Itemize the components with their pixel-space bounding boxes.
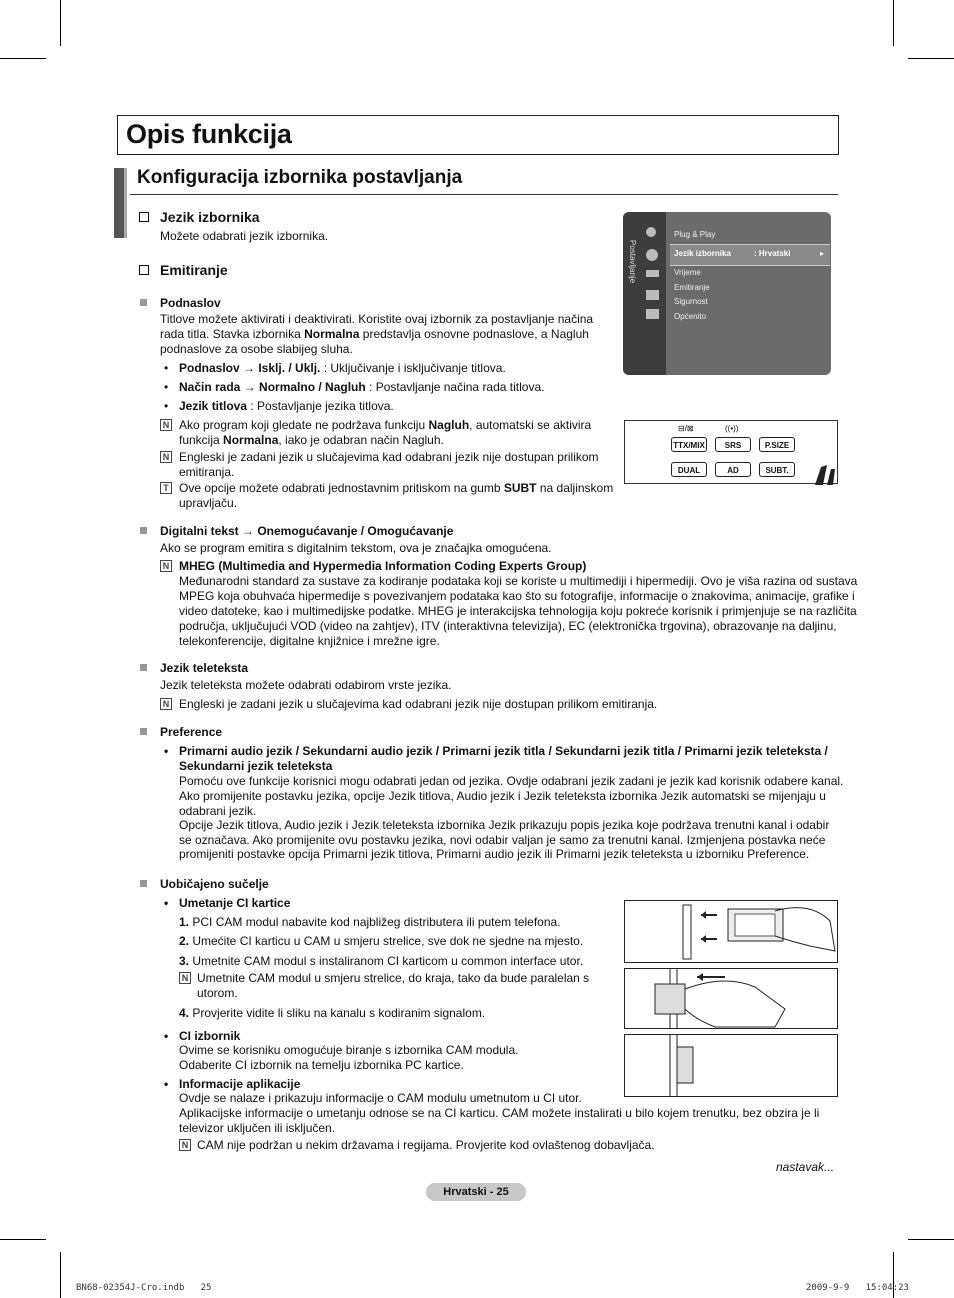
preference-heading: Preference xyxy=(160,725,223,739)
print-info-left: BN68-02354J-Cro.indb 25 xyxy=(76,1283,212,1293)
cam-slot-illustration xyxy=(625,1035,837,1096)
note-icon: N xyxy=(179,1139,191,1151)
cam-insert-image xyxy=(624,968,838,1029)
sucelje-heading: Uobičajeno sučelje xyxy=(160,877,269,891)
picture-icon xyxy=(646,227,656,237)
note-icon: N xyxy=(160,560,172,572)
note-text: Ove opcije možete odabrati jednostavnim pritiskom na gumb SUBT na daljinskom xyxy=(179,481,614,495)
square-bullet xyxy=(140,664,147,671)
ttx-icon: ⊟/⊠ xyxy=(678,424,694,433)
note-icon: N xyxy=(160,419,172,431)
list-item: • Umetanje CI kartice xyxy=(179,896,290,911)
section-divider xyxy=(130,194,838,195)
menu-item[interactable]: Općenito xyxy=(674,312,707,321)
square-bullet xyxy=(140,880,147,887)
srs-icon: ((•)) xyxy=(725,424,739,433)
preference-text: odabrani jezik. xyxy=(179,804,257,818)
jezik-heading: Jezik izbornika xyxy=(160,209,260,225)
ci-card-illustration xyxy=(625,901,837,962)
list-item: • CI izbornik xyxy=(179,1029,240,1044)
menu-item[interactable]: Vrijeme xyxy=(674,268,701,277)
note-text: funkcija Normalna, iako je odabran način Nagluh. xyxy=(179,433,444,447)
menu-item-selected[interactable]: Jezik izbornika xyxy=(674,249,731,258)
digitalni-text: Ako se program emitira s digitalnim tekstom, ova je značajka omogućena. xyxy=(160,541,552,555)
note-icon: N xyxy=(179,972,191,984)
continued-label: nastavak... xyxy=(776,1160,835,1174)
list-item: • Jezik titlova : Postavljanje jezika titlova. xyxy=(179,399,394,414)
square-bullet xyxy=(140,299,147,306)
remote-button[interactable]: DUAL xyxy=(671,462,707,477)
square-bullet xyxy=(140,527,147,534)
info-text: televizor uključen ili isključen. xyxy=(179,1121,336,1135)
note-text: Ako program koji gledate ne podržava funkciju Nagluh, automatski se aktivira xyxy=(179,418,592,432)
cam-module-illustration xyxy=(625,969,837,1028)
menu-selected-value: : Hrvatski xyxy=(754,249,791,258)
remote-button[interactable]: AD xyxy=(715,462,751,477)
print-info-right: 2009-9-9 15:04:23 xyxy=(806,1283,909,1293)
note-text: Umetnite CAM modul u smjeru strelice, do kraja, tako da bude paralelan s xyxy=(197,971,590,985)
checkbox-bullet xyxy=(139,212,149,222)
list-item: • Podnaslov → Isklj. / Uklj. : Uključivanje i isključivanje titlova. xyxy=(179,361,506,376)
page-title: Opis funkcija xyxy=(126,119,292,149)
section-title: Konfiguracija izbornika postavljanja xyxy=(137,167,463,188)
finger-icon xyxy=(811,463,837,485)
ci-text: Odaberite CI izbornik na temelju izbornika PC kartice. xyxy=(179,1058,464,1072)
sound-icon xyxy=(646,270,659,277)
note-text: CAM nije podržan u nekim državama i regijama. Provjerite kod ovlaštenog dobavljača. xyxy=(197,1138,655,1152)
remote-button[interactable]: P.SIZE xyxy=(759,437,795,452)
digitalni-heading: Digitalni tekst → Onemogućavanje / Omogućavanje xyxy=(160,524,454,538)
page-title-box xyxy=(117,115,839,155)
mheg-text: telekonferencije, digitalne knjižnice i mrežne igre. xyxy=(179,634,440,648)
podnaslov-heading: Podnaslov xyxy=(160,296,221,310)
remote-button[interactable]: TTX/MIX xyxy=(671,437,707,452)
step-item: 1. PCI CAM modul nabavite kod najbližeg distributera ili putem telefona. xyxy=(179,915,561,929)
list-item: • Informacije aplikacije xyxy=(179,1077,300,1092)
square-bullet xyxy=(140,728,147,735)
mheg-text: područja, uključujući VOD (video na zahtjev), ITV (interaktivna televizija), EC (elektronička trgovina), obrazovanje na daljinu, xyxy=(179,619,837,633)
teletekst-text: Jezik teleteksta možete odabrati odabirom vrste jezika. xyxy=(160,678,452,692)
remote-button-subt[interactable]: SUBT. xyxy=(759,462,795,477)
section-bar-accent xyxy=(124,168,127,238)
step-item: 4. Provjerite vidite li sliku na kanalu s kodiranim signalom. xyxy=(179,1006,486,1020)
preference-text: Opcije Jezik titlova, Audio jezik i Jezik teleteksta izbornika Jezik prikazuju popis jezika koje podržava trenutni kanal i odabir xyxy=(179,818,830,832)
ci-text: Ovime se korisniku omogućuje biranje s izbornika CAM modula. xyxy=(179,1043,519,1057)
podnaslov-text: rada titla. Stavka izbornika Normalna predstavlja osnovne podnaslove, a Nagluh xyxy=(160,327,589,341)
menu-item[interactable]: Emitiranje xyxy=(674,283,710,292)
menu-item[interactable]: Sigurnost xyxy=(674,297,708,306)
note-text: Engleski je zadani jezik u slučajevima kad odabrani jezik nije dostupan prilikom xyxy=(179,450,599,464)
podnaslov-text: podnaslove za osobe slabijeg sluha. xyxy=(160,342,353,356)
page-number-badge: Hrvatski - 25 xyxy=(426,1183,526,1201)
note-text: upravljaču. xyxy=(179,496,238,510)
mheg-title: MHEG (Multimedia and Hypermedia Information Coding Experts Group) xyxy=(179,559,587,573)
preference-text: Ako promijenite postavku jezika, opcije Jezik titlova, Audio jezik i Jezik teleteksta izbornika Jezik automatski se mijenjaju u xyxy=(179,789,826,803)
setup-menu-image xyxy=(623,212,831,375)
preference-text: Pomoću ove funkcije korisnici mogu odabrati jedan od jezika. Ovdje odabrani jezik zadani je jezik kad korisnik odabere kanal. xyxy=(179,774,844,788)
note-icon: N xyxy=(160,698,172,710)
mheg-text: MPEG koja obuhvaća hipermedije s povezivanjem podataka kao što su fotografije, informacije o znakovima, animacije, grafike i xyxy=(179,589,855,603)
emitiranje-heading: Emitiranje xyxy=(160,262,228,278)
menu-side-label: Postavljanje xyxy=(628,240,637,284)
step-item: 2. Umećite CI karticu u CAM u smjeru strelice, sve dok ne sjedne na mjesto. xyxy=(179,934,584,948)
remote-button[interactable]: SRS xyxy=(715,437,751,452)
section-bar xyxy=(114,168,124,238)
note-text: utorom. xyxy=(197,986,238,1000)
menu-sidebar xyxy=(623,212,666,375)
input-icon xyxy=(646,290,659,300)
menu-arrow-icon: ▸ xyxy=(820,249,825,258)
mheg-text: Međunarodni standard za sustave za kodiranje podataka koji se koriste u multimediji i hipermediji. Ovo je viša razina od sustava xyxy=(179,574,858,588)
application-icon xyxy=(646,309,659,319)
preference-text: promijeniti postavke opcija Primarni jezik titlova, Primarni audio jezik ili Primarni jezik teleteksta u izborniku Preference. xyxy=(179,847,810,861)
info-text: Aplikacijske informacije o umetanju odnose se na CI karticu. CAM možete instalirati u bilo kojem trenutku, bez obzira je li xyxy=(179,1106,820,1120)
list-item: Sekundarni jezik teleteksta xyxy=(179,759,333,773)
list-item: • Način rada → Normalno / Nagluh : Postavljanje načina rada titlova. xyxy=(179,380,544,395)
list-item: • Primarni audio jezik / Sekundarni audio jezik / Primarni jezik titla / Sekundarni jezik titla / Primarni jezik teleteksta / xyxy=(179,744,828,759)
checkbox-bullet xyxy=(139,265,149,275)
cam-inserted-image xyxy=(624,1034,838,1097)
ci-card-insert-image xyxy=(624,900,838,963)
menu-item[interactable]: Plug & Play xyxy=(674,230,716,239)
mheg-text: video datoteke, kao i multimedijske podatke. MHEG je interakcijska tehnologija koju pokreće korisnik i primjenjuje se na različita xyxy=(179,604,857,618)
step-item: 3. Umetnite CAM modul s instaliranom CI karticom u common interface utor. xyxy=(179,954,584,968)
remote-control-image xyxy=(624,420,838,484)
info-text: Ovdje se nalaze i prikazuju informacije o CAM modulu umetnutom u CI utor. xyxy=(179,1091,582,1105)
preference-text: se označava. Ako promijenite ovu postavku jezika, novi odabir valjan je samo za trenutni kanal. Izmjenjena postavka neće xyxy=(179,833,826,847)
note-icon: N xyxy=(160,451,172,463)
teletekst-heading: Jezik teleteksta xyxy=(160,661,249,675)
setup-gear-icon xyxy=(646,249,658,261)
remote-note-icon: T xyxy=(160,482,172,494)
note-text: Engleski je zadani jezik u slučajevima kad odabrani jezik nije dostupan prilikom emitiranja. xyxy=(179,697,658,711)
podnaslov-text: Titlove možete aktivirati i deaktivirati. Koristite ovaj izbornik za postavljanje načina xyxy=(160,312,594,326)
note-text: emitiranja. xyxy=(179,465,235,479)
jezik-text: Možete odabrati jezik izbornika. xyxy=(160,229,329,243)
